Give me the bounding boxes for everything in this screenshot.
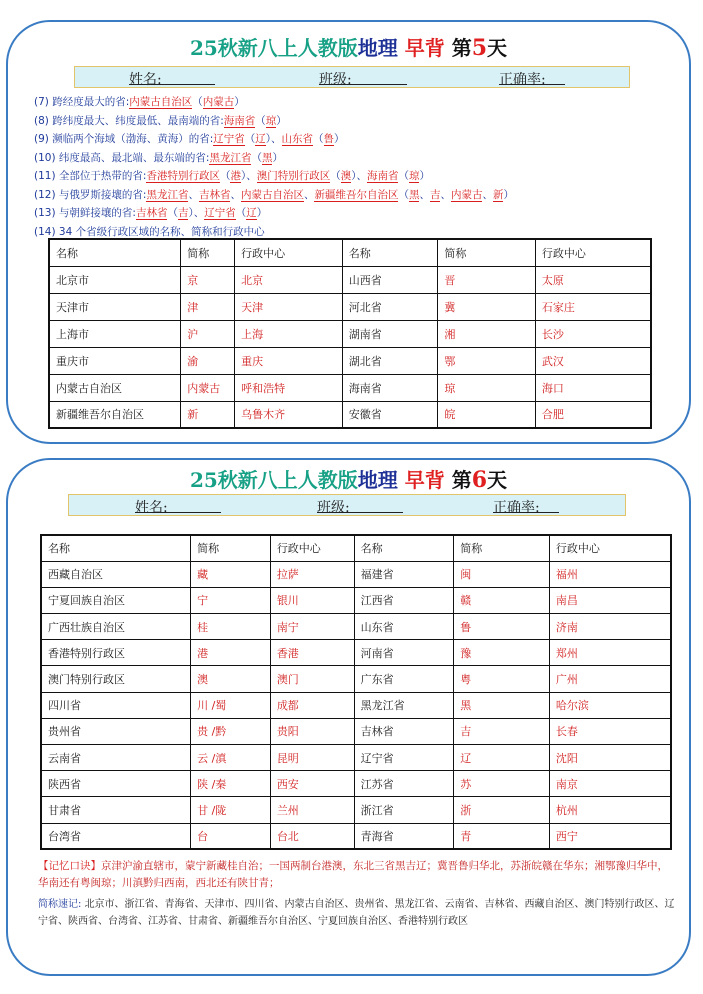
province-name: 贵州省 xyxy=(41,718,191,744)
province-abbreviation: 豫 xyxy=(454,640,550,666)
answer-punctuation: （ xyxy=(251,151,262,164)
province-name: 吉林省 xyxy=(354,718,454,744)
title-di: 第 xyxy=(451,468,472,492)
provincial-capital: 呼和浩特 xyxy=(235,374,343,401)
answer-punctuation: （ xyxy=(255,114,266,127)
province-name: 河北省 xyxy=(342,293,438,320)
question-text: 34 个省级行政区域的名称、简称和行政中心 xyxy=(58,225,265,238)
answer-text: 吉 xyxy=(177,207,189,219)
province-name: 湖北省 xyxy=(342,347,438,374)
answer-punctuation: 、 xyxy=(482,188,493,201)
title-subject: 地理 xyxy=(357,468,398,492)
title-tian: 天 xyxy=(487,468,508,492)
memory-rhyme xyxy=(38,858,678,892)
question-text: 纬度最高、最北端、最东端的省: xyxy=(58,151,210,164)
provincial-capital: 南京 xyxy=(549,771,671,797)
column-header: 名称 xyxy=(354,535,454,561)
provincial-capital: 昆明 xyxy=(270,745,354,771)
memory-rhyme-label: 【记忆口诀】 xyxy=(38,860,101,872)
province-name: 海南省 xyxy=(342,374,438,401)
provincial-capital: 太原 xyxy=(535,266,651,293)
answer-text: 吉林省 xyxy=(198,188,231,201)
day5-province-table xyxy=(48,238,652,429)
answer-text: 内蒙古自治区 xyxy=(129,96,193,108)
class-blank[interactable] xyxy=(317,497,403,513)
answer-text: 琼 xyxy=(265,114,277,127)
province-abbreviation: 内蒙古 xyxy=(181,374,235,401)
provincial-capital: 北京 xyxy=(235,266,343,293)
province-abbreviation: 沪 xyxy=(181,320,235,347)
day6-province-table xyxy=(40,534,672,850)
provincial-capital: 郑州 xyxy=(549,640,671,666)
provincial-capital: 重庆 xyxy=(235,347,343,374)
answer-text: 辽宁省 xyxy=(213,133,245,145)
province-abbreviation: 新 xyxy=(181,401,235,428)
province-abbreviation: 浙 xyxy=(454,797,550,823)
province-name: 湖南省 xyxy=(342,320,438,347)
title-edition: 秋新八上人教版 xyxy=(217,36,358,60)
province-name: 台湾省 xyxy=(41,823,191,849)
answer-punctuation: （ xyxy=(192,96,203,108)
provincial-capital: 南昌 xyxy=(549,587,671,613)
answer-punctuation: （ xyxy=(398,188,409,201)
provincial-capital: 南宁 xyxy=(270,614,354,640)
answer-punctuation: ）、 xyxy=(240,170,257,182)
provincial-capital: 海口 xyxy=(535,374,651,401)
province-name: 江苏省 xyxy=(354,771,454,797)
memory-rhyme-text: 京津沪渝直辖市，蒙宁新藏桂自治；一国两制台港澳，东北三省黑吉辽；冀晋鲁归华北，苏浙皖赣在华东；湘鄂豫归华中，华南还有粤闽琼；川滇黔归西南，西北还有陕甘青； xyxy=(38,860,668,889)
province-name: 广西壮族自治区 xyxy=(41,614,191,640)
province-abbreviation: 港 xyxy=(191,640,271,666)
column-header: 简称 xyxy=(191,535,271,561)
answer-punctuation: ） xyxy=(276,114,287,127)
answer-punctuation: （ xyxy=(244,133,256,145)
column-header: 简称 xyxy=(454,535,550,561)
name-label: 姓名: xyxy=(129,72,162,88)
column-header: 简称 xyxy=(181,239,235,266)
answer-punctuation: 、 xyxy=(303,188,315,201)
provincial-capital: 上海 xyxy=(235,320,343,347)
day5-panel xyxy=(6,20,691,444)
province-abbreviation: 粤 xyxy=(454,666,550,692)
province-abbreviation: 宁 xyxy=(191,587,271,613)
question-number: (12) xyxy=(34,188,56,201)
question-text: 跨纬度最大、纬度最低、最南端的省: xyxy=(52,114,224,127)
question-line xyxy=(34,150,283,167)
province-abbreviation: 甘 /陇 xyxy=(191,797,271,823)
provincial-capital: 天津 xyxy=(235,293,343,320)
answer-text: 山东省 xyxy=(281,133,314,145)
answer-punctuation: ）、 xyxy=(188,207,205,219)
province-name: 广东省 xyxy=(354,666,454,692)
province-abbreviation: 桂 xyxy=(191,614,271,640)
question-number: (8) xyxy=(34,114,49,127)
provincial-capital: 沈阳 xyxy=(549,745,671,771)
province-name: 甘肃省 xyxy=(41,797,191,823)
answer-text: 鲁 xyxy=(323,133,335,145)
answer-punctuation: ）、 xyxy=(351,170,367,182)
question-line xyxy=(34,187,514,204)
provincial-capital: 银川 xyxy=(270,587,354,613)
question-number: (10) xyxy=(34,151,56,164)
day5-title xyxy=(8,32,689,61)
province-abbreviation: 鄂 xyxy=(438,347,536,374)
answer-text: 澳 xyxy=(340,170,352,182)
day5-info-bar xyxy=(74,66,630,88)
province-name: 香港特别行政区 xyxy=(41,640,191,666)
table-row xyxy=(41,561,671,587)
province-name: 西藏自治区 xyxy=(41,561,191,587)
provincial-capital: 乌鲁木齐 xyxy=(235,401,343,428)
title-subject: 地理 xyxy=(357,36,398,60)
table-row xyxy=(41,718,671,744)
day6-panel xyxy=(6,458,691,976)
title-day-number: 6 xyxy=(471,467,488,493)
province-name: 重庆市 xyxy=(49,347,181,374)
answer-text: 辽宁省 xyxy=(204,207,236,219)
answer-text: 辽 xyxy=(246,207,257,219)
name-label: 姓名: xyxy=(135,500,168,516)
answer-punctuation: ） xyxy=(272,151,283,164)
table-row xyxy=(49,374,651,401)
province-name: 上海市 xyxy=(49,320,181,347)
province-abbreviation: 津 xyxy=(181,293,235,320)
provincial-capital: 贵阳 xyxy=(270,718,354,744)
province-name: 安徽省 xyxy=(342,401,438,428)
provincial-capital: 长春 xyxy=(549,718,671,744)
day6-title xyxy=(8,464,689,493)
provincial-capital: 石家庄 xyxy=(535,293,651,320)
column-header: 行政中心 xyxy=(535,239,651,266)
answer-punctuation: ） xyxy=(234,96,245,108)
answer-text: 新 xyxy=(492,188,504,201)
answer-punctuation: 、 xyxy=(188,188,199,201)
province-name: 福建省 xyxy=(354,561,454,587)
answer-punctuation: （ xyxy=(235,207,247,219)
province-name: 新疆维吾尔自治区 xyxy=(49,401,181,428)
answer-text: 黑 xyxy=(261,151,273,164)
table-row xyxy=(41,640,671,666)
rate-label: 正确率: xyxy=(499,72,546,88)
province-abbreviation: 青 xyxy=(454,823,550,849)
answer-text: 黑龙江省 xyxy=(209,151,252,164)
question-line xyxy=(34,205,267,222)
provincial-capital: 福州 xyxy=(549,561,671,587)
province-abbreviation: 澳 xyxy=(191,666,271,692)
question-text: 全部位于热带的省: xyxy=(58,170,147,182)
question-line xyxy=(34,131,345,148)
question-number: (11) xyxy=(34,170,56,182)
answer-text: 吉 xyxy=(429,188,441,201)
table-row xyxy=(41,823,671,849)
table-row xyxy=(41,666,671,692)
class-label: 班级: xyxy=(319,72,352,88)
table-row xyxy=(41,797,671,823)
table-row xyxy=(41,745,671,771)
province-name: 天津市 xyxy=(49,293,181,320)
question-number: (7) xyxy=(34,96,49,108)
provincial-capital: 台北 xyxy=(270,823,354,849)
table-row xyxy=(49,320,651,347)
provincial-capital: 澳门 xyxy=(270,666,354,692)
answer-punctuation: 、 xyxy=(230,188,241,201)
answer-punctuation: （ xyxy=(313,133,324,145)
question-text: 与俄罗斯接壤的省: xyxy=(58,188,147,201)
provincial-capital: 广州 xyxy=(549,666,671,692)
title-year: 25 xyxy=(189,468,218,492)
province-abbreviation: 苏 xyxy=(454,771,550,797)
province-name: 辽宁省 xyxy=(354,745,454,771)
provincial-capital: 杭州 xyxy=(549,797,671,823)
question-text: 濒临两个海域（渤海、黄海）的省: xyxy=(52,133,214,145)
class-label: 班级: xyxy=(317,500,350,516)
question-line xyxy=(34,113,287,130)
answer-text: 黑 xyxy=(408,188,420,201)
title-edition: 秋新八上人教版 xyxy=(217,468,358,492)
day6-info-bar xyxy=(68,494,626,516)
column-header: 行政中心 xyxy=(549,535,671,561)
answer-punctuation: ） xyxy=(419,170,430,182)
provincial-capital: 西安 xyxy=(270,771,354,797)
province-name: 四川省 xyxy=(41,692,191,718)
title-tian: 天 xyxy=(487,36,508,60)
abbrev-quick-memory xyxy=(38,896,678,930)
province-name: 内蒙古自治区 xyxy=(49,374,181,401)
question-number: (14) xyxy=(34,225,56,238)
province-abbreviation: 藏 xyxy=(191,561,271,587)
province-name: 陕西省 xyxy=(41,771,191,797)
province-name: 宁夏回族自治区 xyxy=(41,587,191,613)
province-name: 江西省 xyxy=(354,587,454,613)
province-abbreviation: 贵 /黔 xyxy=(191,718,271,744)
question-line xyxy=(34,168,430,185)
province-name: 澳门特别行政区 xyxy=(41,666,191,692)
province-abbreviation: 台 xyxy=(191,823,271,849)
answer-punctuation: （ xyxy=(330,170,341,182)
question-text: 与朝鲜接壤的省: xyxy=(58,207,136,219)
title-day-number: 5 xyxy=(471,35,488,61)
province-abbreviation: 晋 xyxy=(438,266,536,293)
provincial-capital: 长沙 xyxy=(535,320,651,347)
class-blank[interactable] xyxy=(319,69,407,85)
province-abbreviation: 皖 xyxy=(438,401,536,428)
abbrev-quick-memory-label: 简称速记: xyxy=(38,899,82,910)
column-header: 简称 xyxy=(438,239,536,266)
rate-label: 正确率: xyxy=(493,500,540,516)
answer-punctuation: 、 xyxy=(419,188,430,201)
answer-punctuation: （ xyxy=(167,207,178,219)
answer-text: 黑龙江省 xyxy=(146,188,189,201)
province-abbreviation: 渝 xyxy=(181,347,235,374)
answer-punctuation: ）、 xyxy=(265,133,282,145)
province-abbreviation: 吉 xyxy=(454,718,550,744)
title-di: 第 xyxy=(451,36,472,60)
table-row xyxy=(41,614,671,640)
province-name: 河南省 xyxy=(354,640,454,666)
provincial-capital: 拉萨 xyxy=(270,561,354,587)
answer-punctuation: ） xyxy=(503,188,514,201)
table-row xyxy=(41,771,671,797)
question-line xyxy=(34,94,245,111)
province-name: 山西省 xyxy=(342,266,438,293)
province-abbreviation: 湘 xyxy=(438,320,536,347)
table-row xyxy=(41,587,671,613)
table-header-row xyxy=(41,535,671,561)
answer-punctuation: （ xyxy=(398,170,409,182)
provincial-capital: 济南 xyxy=(549,614,671,640)
answer-punctuation: 、 xyxy=(440,188,451,201)
provincial-capital: 武汉 xyxy=(535,347,651,374)
province-abbreviation: 琼 xyxy=(438,374,536,401)
table-row xyxy=(49,293,651,320)
province-abbreviation: 黑 xyxy=(454,692,550,718)
answer-text: 海南省 xyxy=(223,114,256,127)
table-row xyxy=(49,401,651,428)
provincial-capital: 成都 xyxy=(270,692,354,718)
province-name: 黑龙江省 xyxy=(354,692,454,718)
province-abbreviation: 冀 xyxy=(438,293,536,320)
question-number: (9) xyxy=(34,133,49,145)
name-blank[interactable] xyxy=(135,497,221,513)
province-name: 山东省 xyxy=(354,614,454,640)
province-abbreviation: 川 /蜀 xyxy=(191,692,271,718)
table-header-row xyxy=(49,239,651,266)
answer-text: 琼 xyxy=(408,170,420,182)
province-abbreviation: 闽 xyxy=(454,561,550,587)
provincial-capital: 合肥 xyxy=(535,401,651,428)
province-abbreviation: 陕 /秦 xyxy=(191,771,271,797)
answer-punctuation: ） xyxy=(256,207,268,219)
rate-blank[interactable] xyxy=(493,497,559,513)
provincial-capital: 西宁 xyxy=(549,823,671,849)
answer-text: 内蒙古 xyxy=(450,188,483,201)
province-name: 青海省 xyxy=(354,823,454,849)
column-header: 名称 xyxy=(41,535,191,561)
question-number: (13) xyxy=(34,207,56,219)
answer-text: 澳门特别行政区 xyxy=(256,170,331,182)
answer-text: 海南省 xyxy=(366,170,399,182)
title-year: 25 xyxy=(189,36,218,60)
title-task: 早背 xyxy=(404,468,445,492)
name-blank[interactable] xyxy=(129,69,215,85)
column-header: 名称 xyxy=(49,239,181,266)
provincial-capital: 哈尔滨 xyxy=(549,692,671,718)
province-name: 云南省 xyxy=(41,745,191,771)
question-text: 跨经度最大的省: xyxy=(52,96,130,108)
answer-text: 新疆维吾尔自治区 xyxy=(314,188,399,201)
abbrev-quick-memory-text: 北京市、浙江省、青海省、天津市、四川省、内蒙古自治区、贵州省、黑龙江省、云南省、吉林省、西藏自治区、澳门特别行政区、辽宁省、陕西省、台湾省、江苏省、甘肃省、新疆维吾尔自治区、宁夏回族自治区、香港特别行政区 xyxy=(38,899,675,927)
answer-punctuation: （ xyxy=(219,170,231,182)
table-row xyxy=(49,347,651,374)
provincial-capital: 兰州 xyxy=(270,797,354,823)
province-abbreviation: 京 xyxy=(181,266,235,293)
title-task: 早背 xyxy=(404,36,445,60)
province-name: 浙江省 xyxy=(354,797,454,823)
table-row xyxy=(41,692,671,718)
column-header: 行政中心 xyxy=(270,535,354,561)
answer-text: 吉林省 xyxy=(135,207,168,219)
province-abbreviation: 赣 xyxy=(454,587,550,613)
province-abbreviation: 辽 xyxy=(454,745,550,771)
answer-text: 辽 xyxy=(255,133,266,145)
column-header: 名称 xyxy=(342,239,438,266)
answer-text: 内蒙古 xyxy=(202,96,235,108)
province-name: 北京市 xyxy=(49,266,181,293)
answer-text: 港 xyxy=(230,170,241,182)
column-header: 行政中心 xyxy=(235,239,343,266)
province-abbreviation: 云 /滇 xyxy=(191,745,271,771)
answer-punctuation: ） xyxy=(334,133,345,145)
provincial-capital: 香港 xyxy=(270,640,354,666)
answer-text: 香港特别行政区 xyxy=(146,170,220,182)
table-row xyxy=(49,266,651,293)
rate-blank[interactable] xyxy=(499,69,565,85)
answer-text: 内蒙古自治区 xyxy=(240,188,304,201)
province-abbreviation: 鲁 xyxy=(454,614,550,640)
